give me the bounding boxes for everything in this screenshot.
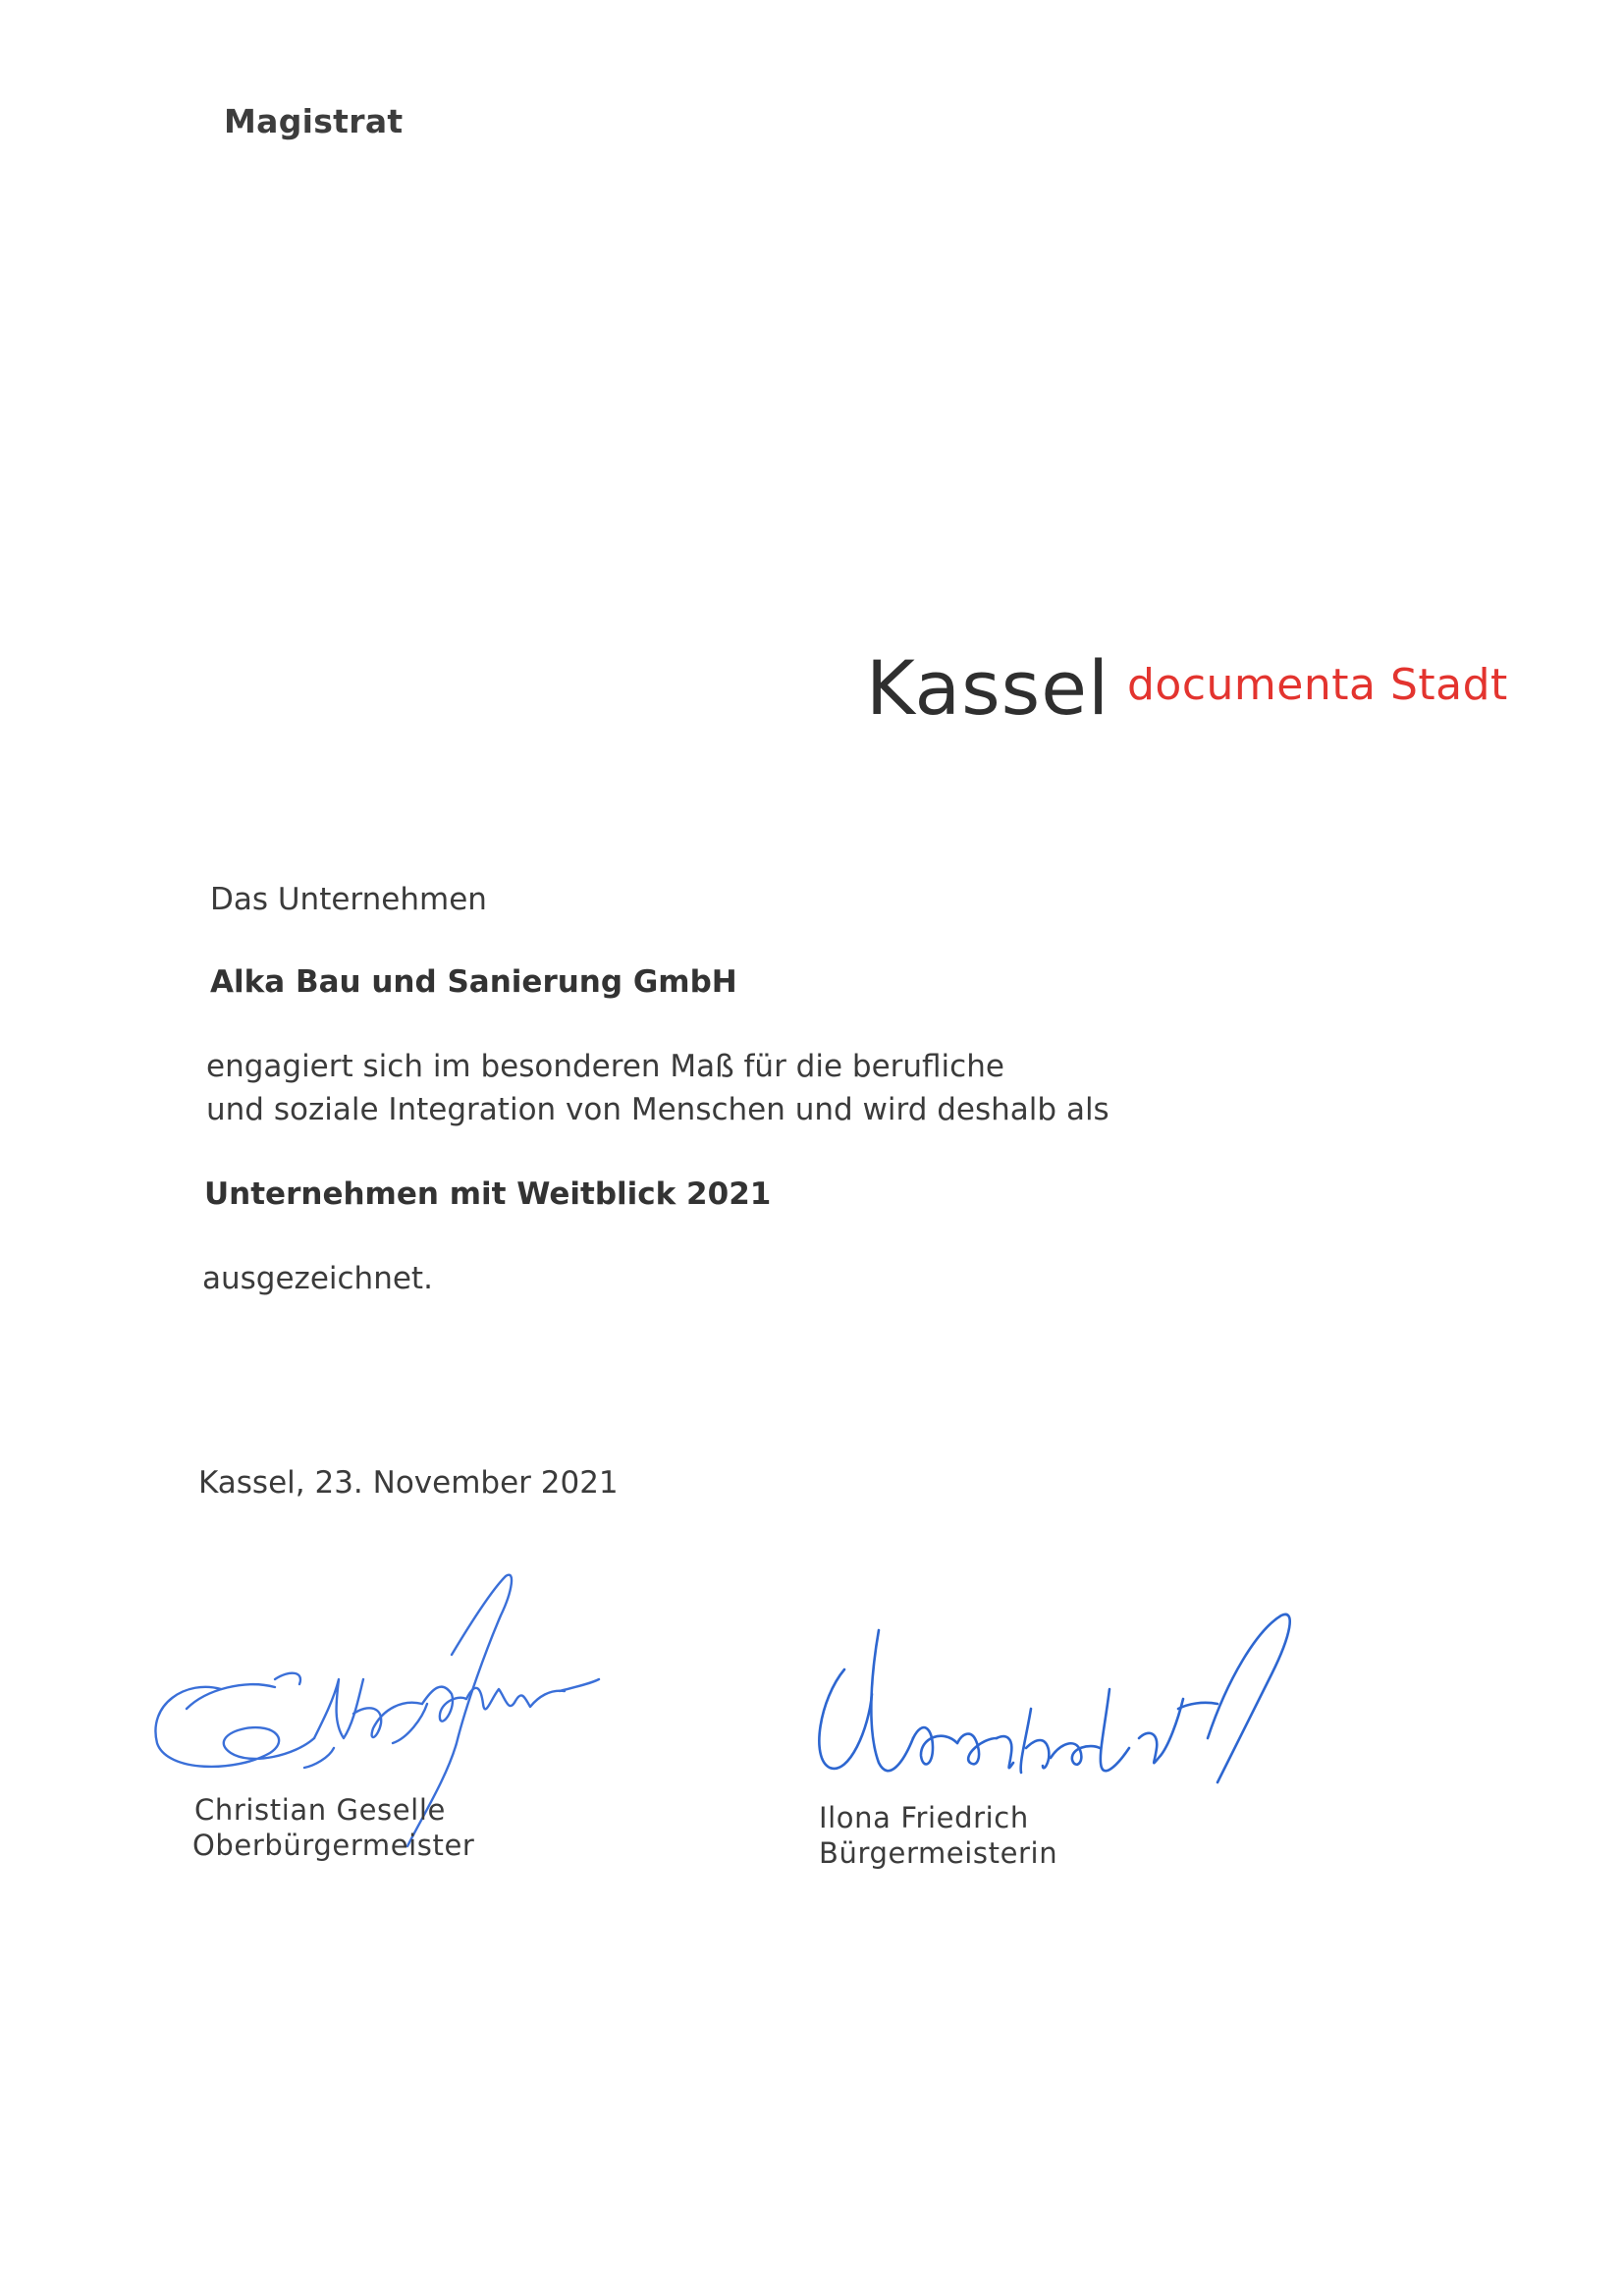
signatory-2-name: Ilona Friedrich (819, 1801, 1029, 1834)
signatory-2-title: Bürgermeisterin (819, 1836, 1058, 1870)
signature-ilona-friedrich (785, 1591, 1335, 1827)
company-name: Alka Bau und Sanierung GmbH (210, 964, 737, 1000)
logo-subtitle: documenta Stadt (1127, 660, 1508, 710)
certificate-text-line-1: engagiert sich im besonderen Maß für die berufliche (206, 1049, 1004, 1084)
logo-city-name: Kassel (866, 644, 1110, 732)
signatory-1-title: Oberbürgermeister (192, 1829, 475, 1862)
certificate-text-line-2: und soziale Integration von Menschen und wird deshalb als (206, 1092, 1109, 1127)
department-heading: Magistrat (224, 102, 404, 140)
certificate-outro: ausgezeichnet. (202, 1261, 433, 1296)
place-and-date: Kassel, 23. November 2021 (198, 1465, 619, 1501)
certificate-intro: Das Unternehmen (210, 882, 487, 917)
award-title: Unternehmen mit Weitblick 2021 (204, 1176, 772, 1212)
signatory-1-name: Christian Geselle (194, 1793, 446, 1827)
